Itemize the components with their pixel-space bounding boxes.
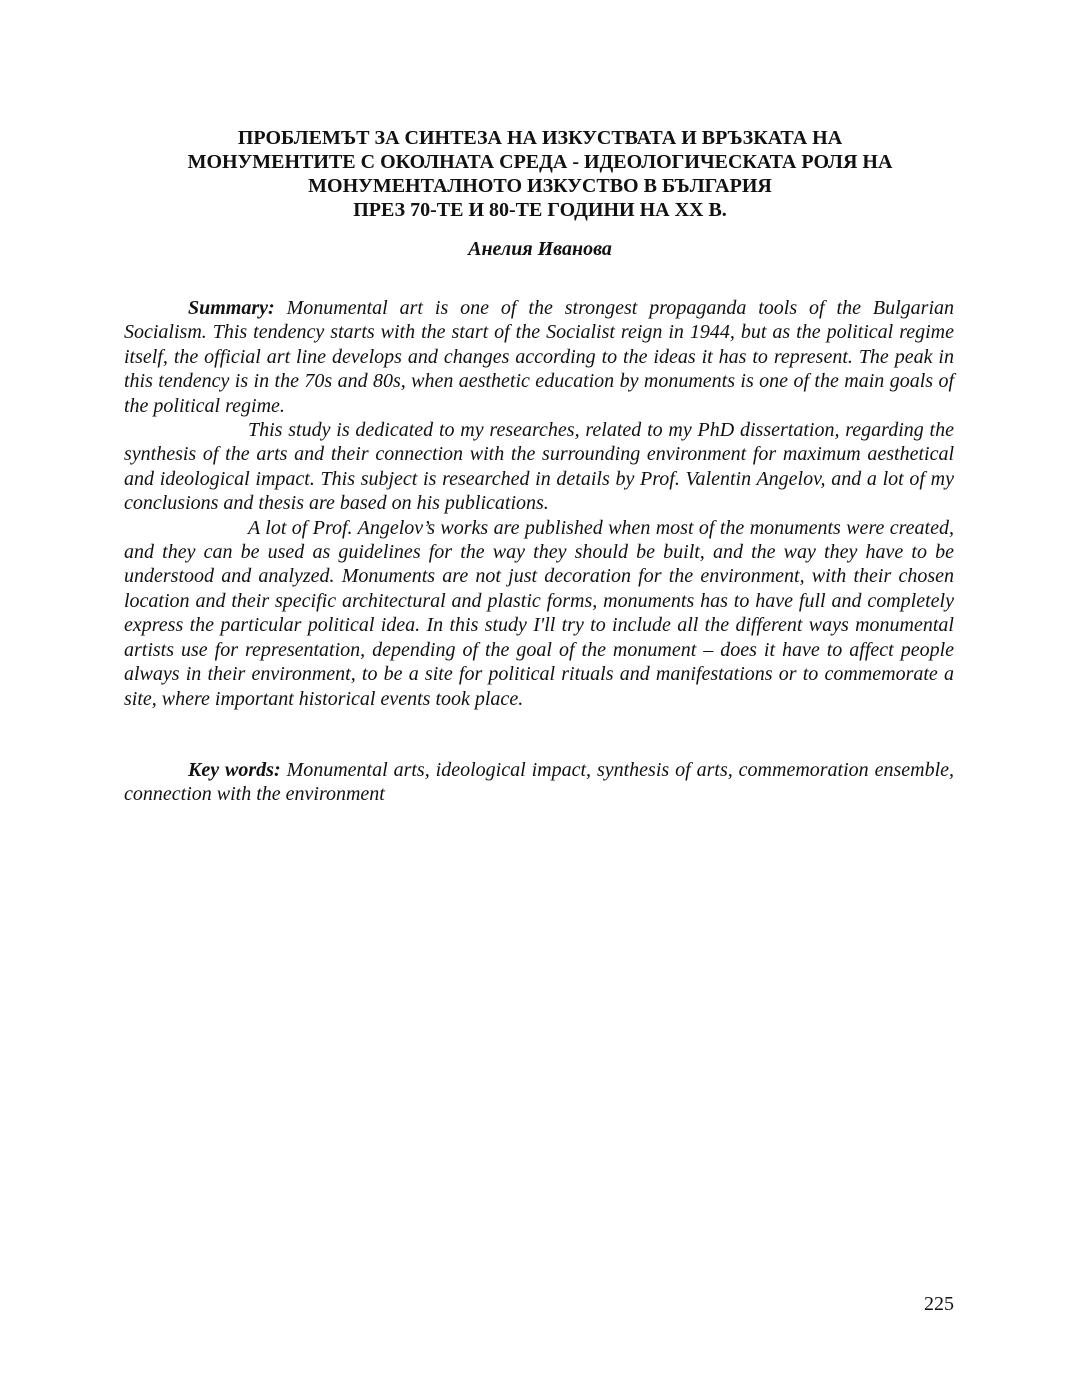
page-number: 225 [924,1293,954,1315]
author-name: Анелия Иванова [468,238,612,260]
keywords-text: Monumental arts, ideological impact, synthesis of arts, commemoration ensemble, connection with the environment [124,759,955,806]
summary-section [124,296,954,711]
summary-text: Monumental art is one of the strongest propaganda tools of the Bulgarian Socialism. This tendency starts with the start of the Socialist reign in 1944, but as the political regime itself, the official art line develops and changes according to the ideas it has to represent. The peak in this tendency is in the 70s and 80s, when aesthetic education by monuments is one of the main goals of the political regime. [124,297,955,417]
title-line: МОНУМЕНТАЛНОТО ИЗКУСТВО В БЪЛГАРИЯ [308,175,772,197]
title-line: МОНУМЕНТИТЕ С ОКОЛНАТА СРЕДА - ИДЕОЛОГИЧЕСКАТА РОЛЯ НА [187,151,893,173]
keywords-section [124,758,954,807]
summary-label: Summary: [188,297,275,319]
summary-paragraph [124,296,954,418]
keywords-label: Key words: [188,759,281,781]
title-line: ПРЕЗ 70-ТЕ И 80-ТЕ ГОДИНИ НА XX В. [353,199,727,221]
title-line: ПРОБЛЕМЪТ ЗА СИНТЕЗА НА ИЗКУСТВАТА И ВРЪЗКАТА НА [237,127,843,149]
summary-paragraph: A lot of Prof. Angelov’s works are published when most of the monuments were created, and they can be used as guidelines for the way they should be built, and the way they have to be understood and analyzed. Monuments are not just decoration for the environment, with their chosen location and their specific architectural and plastic forms, monuments has to have full and completely express the particular political idea. In this study I'll try to include all the different ways monumental artists use for representation, depending of the goal of the monument – does it have to affect people always in their environment, to be a site for political rituals and manifestations or to commemorate a site, where important historical events took place. [124,516,954,710]
summary-paragraph: This study is dedicated to my researches, related to my PhD dissertation, regarding the synthesis of the arts and their connection with the surrounding environment for maximum aesthetical and ideological impact. This subject is researched in details by Prof. Valentin Angelov, and a lot of my conclusions and thesis are based on his publications. [124,419,954,515]
paper-title [124,126,956,222]
